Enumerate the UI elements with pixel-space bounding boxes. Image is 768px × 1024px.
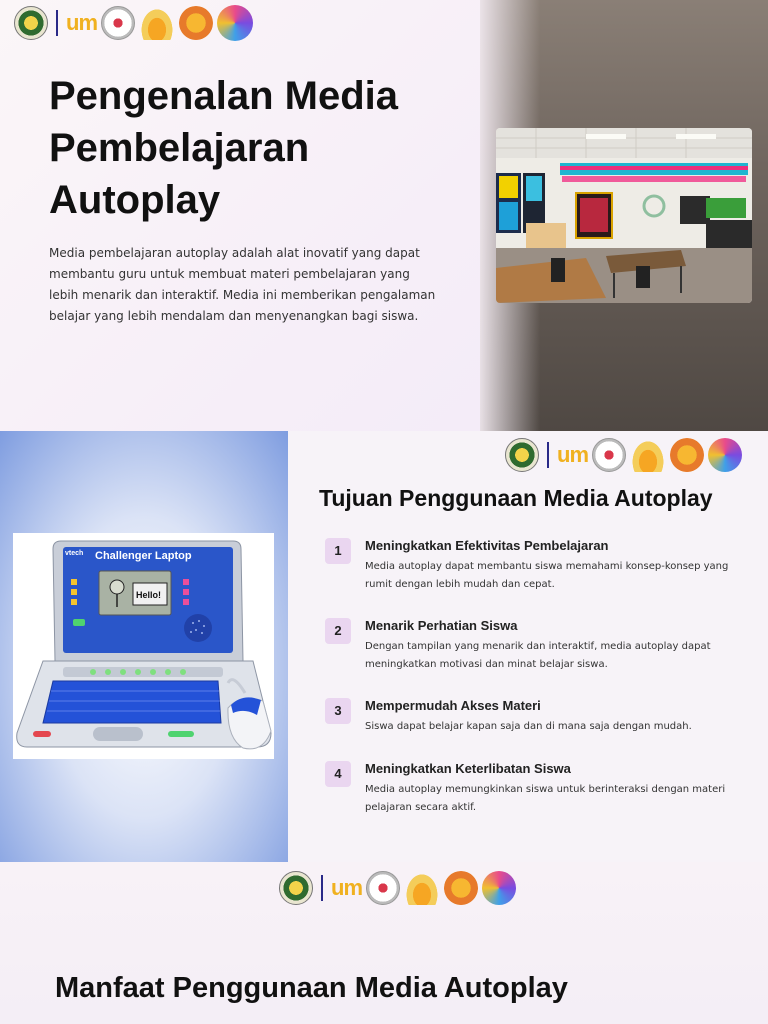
item-text: Media autoplay dapat membantu siswa memahami konsep-konsep yang rumit dengan lebih mudah dan cepat. [365, 561, 729, 590]
university-seal-logo [14, 6, 48, 40]
classroom-photo [496, 128, 752, 303]
intro-description: Media pembelajaran autoplay adalah alat inovatif yang dapat membantu guru untuk membuat materi pembelajaran yang lebih menarik dan interaktif. Media ini memberikan pengalaman belajar yang lebih mendalam dan menyenangkan bagi siswa. [49, 246, 436, 323]
bird-logo [217, 5, 253, 41]
objectives-title: Tujuan Penggunaan Media Autoplay [319, 485, 713, 511]
community-logo [444, 871, 478, 905]
merdeka-logo [139, 6, 175, 40]
logo-divider [321, 875, 323, 901]
item-heading: Meningkatkan Efektivitas Pembelajaran [365, 538, 609, 553]
item-text: Dengan tampilan yang menarik dan interaktif, media autoplay dapat meningkatkan motivasi dan minat belajar siswa. [365, 641, 711, 670]
item-number-badge: 1 [325, 538, 351, 564]
item-number-badge: 2 [325, 618, 351, 644]
merdeka-logo [404, 871, 440, 905]
image-panel [0, 431, 288, 862]
um-logo: um [66, 10, 97, 35]
community-logo [670, 438, 704, 472]
program-logo [101, 6, 135, 40]
item-number-badge: 4 [325, 761, 351, 787]
item-heading: Menarik Perhatian Siswa [365, 618, 518, 633]
slide-introduction [0, 0, 768, 431]
item-text: Media autoplay memungkinkan siswa untuk berinteraksi dengan materi pelajaran secara aktif. [365, 784, 726, 813]
program-logo [366, 871, 400, 905]
slide-objectives [0, 431, 768, 862]
logo-bar [14, 5, 253, 41]
um-logo: um [557, 442, 588, 467]
laptop-screen-text: Hello! [136, 590, 162, 600]
merdeka-logo [630, 438, 666, 472]
logo-bar-2 [505, 438, 742, 472]
university-seal-logo [279, 871, 313, 905]
laptop-brand-text: vtech [65, 550, 84, 557]
logo-divider [56, 10, 58, 36]
item-heading: Meningkatkan Keterlibatan Siswa [365, 761, 571, 776]
logo-divider [547, 442, 549, 468]
university-seal-logo [505, 438, 539, 472]
program-logo [592, 438, 626, 472]
community-logo [179, 6, 213, 40]
benefits-title: Manfaat Penggunaan Media Autoplay [55, 972, 568, 1004]
page-title: Pengenalan Media Pembelajaran Autoplay [49, 74, 398, 222]
bird-logo [482, 871, 516, 905]
laptop-photo [13, 533, 274, 759]
logo-bar-3 [279, 871, 516, 905]
item-number-badge: 3 [325, 698, 351, 724]
laptop-name-text: Challenger Laptop [95, 550, 192, 562]
bird-logo [708, 438, 742, 472]
slide-benefits [0, 862, 768, 1024]
um-logo: um [331, 875, 362, 900]
item-heading: Mempermudah Akses Materi [365, 698, 541, 713]
item-text: Siswa dapat belajar kapan saja dan di mana saja dengan mudah. [365, 721, 692, 732]
